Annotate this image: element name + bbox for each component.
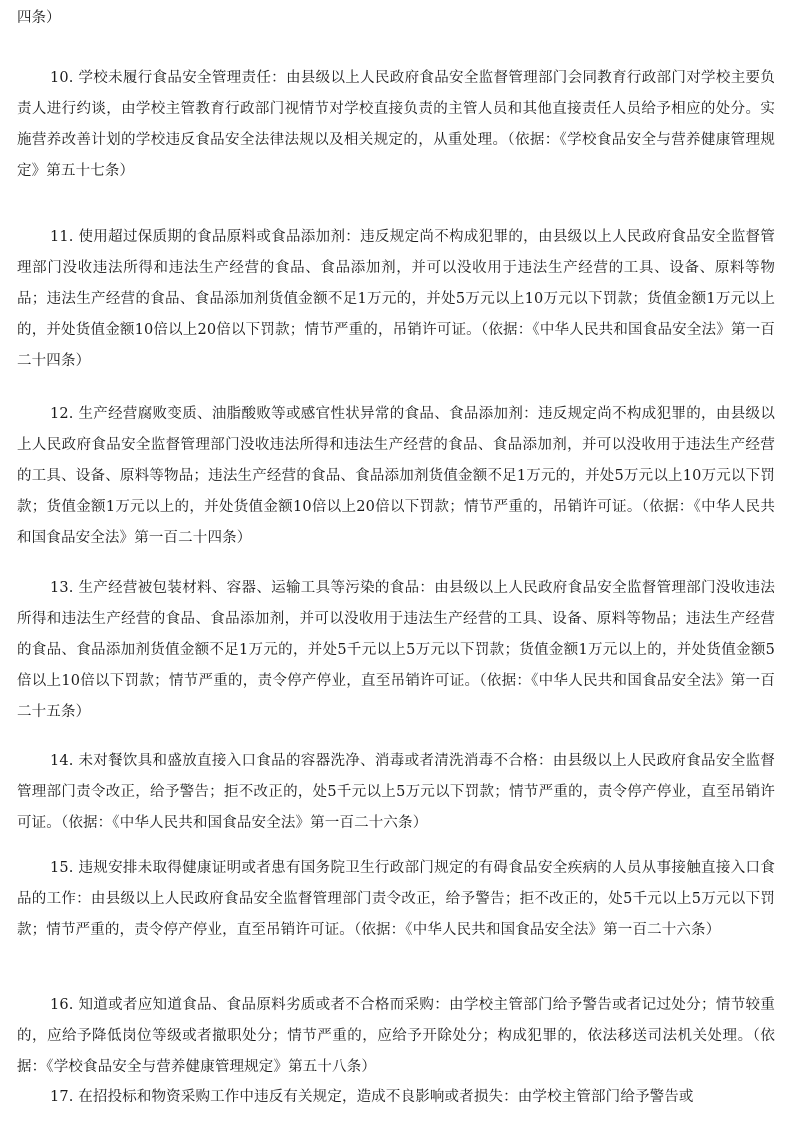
item-12: 12. 生产经营腐败变质、油脂酸败等或感官性状异常的食品、食品添加剂：违反规定尚不构成犯罪的，由县级以上人民政府食品安全监督管理部门没收违法所得和违法生产经营的食品、食品添加剂，并可以没收用于违法生产经营的工具、设备、原料等物品；违法生产经营的食品、食品添加剂货值金额不足1万元的，并处5万元以上10万元以下罚款；货值金额1万元以上的，并处货值金额10倍以上20倍以下罚款；情节严重的，吊销许可证。（依据：《中华人民共和国食品安全法》第一百二十四条） xyxy=(17,406,775,546)
item-14: 14. 未对餐饮具和盛放直接入口食品的容器洗净、消毒或者清洗消毒不合格：由县级以上人民政府食品安全监督管理部门责令改正，给予警告；拒不改正的，处5千元以上5万元以下罚款；情节严重的，责令停产停业，直至吊销许可证。（依据：《中华人民共和国食品安全法》第一百二十六条） xyxy=(17,753,775,831)
item-15: 15. 违规安排未取得健康证明或者患有国务院卫生行政部门规定的有碍食品安全疾病的人员从事接触直接入口食品的工作：由县级以上人民政府食品安全监督管理部门责令改正，给予警告；拒不改正的，处5千元以上5万元以下罚款；情节严重的，责令停产停业，直至吊销许可证。（依据：《中华人民共和国食品安全法》第一百二十六条） xyxy=(17,860,775,938)
item-11: 11. 使用超过保质期的食品原料或食品添加剂：违反规定尚不构成犯罪的，由县级以上人民政府食品安全监督管理部门没收违法所得和违法生产经营的食品、食品添加剂，并可以没收用于违法生产经营的工具、设备、原料等物品；违法生产经营的食品、食品添加剂货值金额不足1万元的，并处5万元以上10万元以下罚款；货值金额1万元以上的，并处货值金额10倍以上20倍以下罚款；情节严重的，吊销许可证。（依据：《中华人民共和国食品安全法》第一百二十四条） xyxy=(17,229,775,369)
item-17: 17. 在招投标和物资采购工作中违反有关规定，造成不良影响或者损失：由学校主管部门给予警告或 xyxy=(50,1089,694,1105)
item-16: 16. 知道或者应知道食品、食品原料劣质或者不合格而采购：由学校主管部门给予警告或者记过处分；情节较重的，应给予降低岗位等级或者撤职处分；情节严重的，应给予开除处分；构成犯罪的，依法移送司法机关处理。（依据：《学校食品安全与营养健康管理规定》第五十八条） xyxy=(17,997,775,1075)
item-13: 13. 生产经营被包装材料、容器、运输工具等污染的食品：由县级以上人民政府食品安全监督管理部门没收违法所得和违法生产经营的食品、食品添加剂，并可以没收用于违法生产经营的工具、设备、原料等物品；违法生产经营的食品、食品添加剂货值金额不足1万元的，并处5千元以上5万元以下罚款；货值金额1万元以上的，并处货值金额5倍以上10倍以下罚款；情节严重的，责令停产停业，直至吊销许可证。（依据：《中华人民共和国食品安全法》第一百二十五条） xyxy=(17,580,775,720)
continuation-text: 四条） xyxy=(17,10,61,26)
item-10: 10. 学校未履行食品安全管理责任：由县级以上人民政府食品安全监督管理部门会同教育行政部门对学校主要负责人进行约谈，由学校主管教育行政部门视情节对学校直接负责的主管人员和其他直接责任人员给予相应的处分。实施营养改善计划的学校违反食品安全法律法规以及相关规定的，从重处理。（依据：《学校食品安全与营养健康管理规定》第五十七条） xyxy=(17,70,775,179)
